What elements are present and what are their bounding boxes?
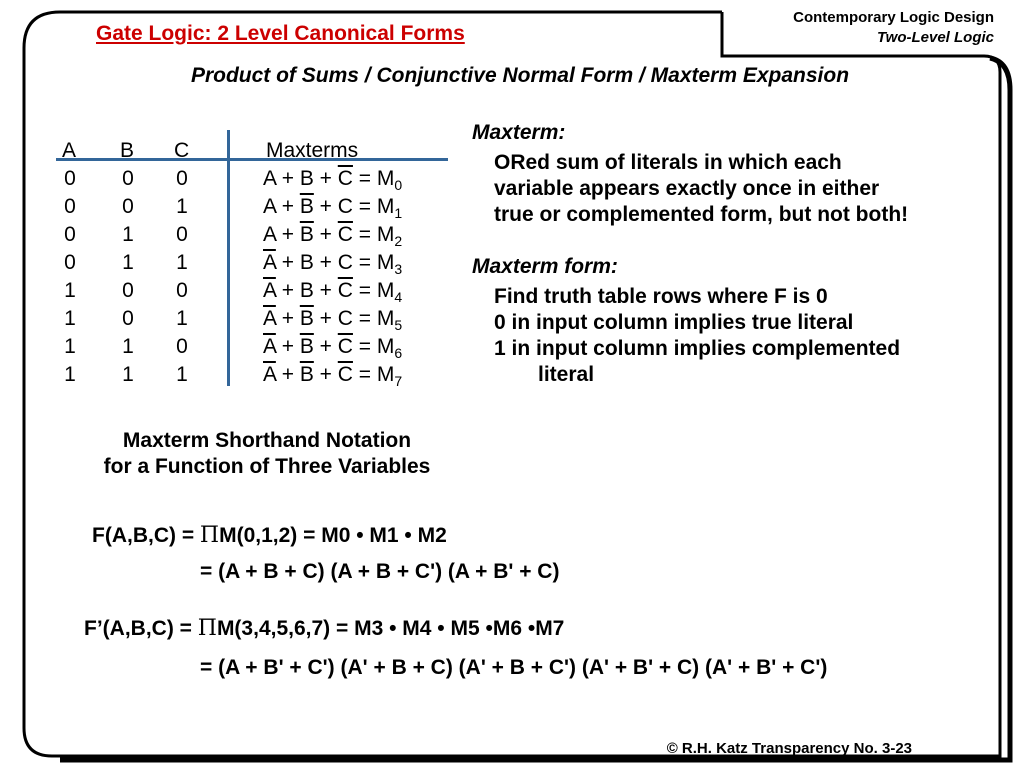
- cell-c: 1: [176, 251, 188, 274]
- rule-line: 0 in input column implies true literal: [494, 311, 854, 334]
- cell-c: 1: [176, 307, 188, 330]
- equation-f-complement: F’(A,B,C) = ΠM(3,4,5,6,7) = M3 • M4 • M5 •M6 •M7: [84, 616, 565, 641]
- cell-a: 0: [64, 195, 76, 218]
- cell-a: 1: [64, 307, 76, 330]
- slide-subtitle: Product of Sums / Conjunctive Normal Form / Maxterm Expansion: [190, 64, 850, 87]
- cell-b: 1: [122, 363, 134, 386]
- cell-b: 1: [122, 251, 134, 274]
- cell-a: 0: [64, 251, 76, 274]
- chapter-name: Two-Level Logic: [877, 29, 994, 46]
- rule-line: 1 in input column implies complemented: [494, 337, 901, 360]
- cell-b: 1: [122, 335, 134, 358]
- cell-a: 1: [64, 279, 76, 302]
- table-header-rule: [56, 158, 448, 161]
- rule-line: literal: [538, 363, 595, 386]
- footer-credit: © R.H. Katz Transparency No. 3-23: [666, 740, 912, 757]
- cell-c: 0: [176, 279, 188, 302]
- table-column-rule: [227, 130, 230, 386]
- definition-line: true or complemented form, but not both!: [494, 203, 909, 226]
- cell-b: 0: [122, 279, 134, 302]
- maxterm-expression: $\overline{A} + \overline{B} + C = M_5$: [263, 307, 403, 334]
- notation-caption: [60, 428, 474, 480]
- cell-c: 1: [176, 363, 188, 386]
- maxterm-expression: $\overline{A} + \overline{B} + \overline{C} = M_7$: [263, 363, 403, 390]
- definition-line: ORed sum of literals in which each: [494, 151, 842, 174]
- cell-b: 0: [122, 195, 134, 218]
- cell-c: 0: [176, 167, 188, 190]
- maxterm-expression: $A + \overline{B} + C = M_1$: [263, 195, 403, 222]
- cell-a: 0: [64, 167, 76, 190]
- maxterm-expression: $\overline{A} + B + C = M_3$: [263, 251, 403, 278]
- maxterm-expression: $A + \overline{B} + \overline{C} = M_2$: [263, 223, 403, 250]
- cell-a: 1: [64, 363, 76, 386]
- equation-f: F(A,B,C) = ΠM(0,1,2) = M0 • M1 • M2: [92, 523, 447, 548]
- cell-a: 0: [64, 223, 76, 246]
- cell-c: 1: [176, 195, 188, 218]
- maxterm-expression: $A + B + \overline{C} = M_0$: [263, 167, 403, 194]
- course-name: Contemporary Logic Design: [793, 9, 994, 26]
- header-b: B: [120, 139, 135, 162]
- maxterm-definition: [494, 150, 908, 228]
- cell-c: 0: [176, 223, 188, 246]
- definition-line: variable appears exactly once in either: [494, 177, 880, 200]
- cell-a: 1: [64, 335, 76, 358]
- notation-line: Maxterm Shorthand Notation: [122, 429, 412, 452]
- equation-f-expanded: = (A + B + C) (A + B + C') (A + B' + C): [200, 560, 560, 583]
- maxterm-form-rules: [494, 284, 900, 388]
- notation-line: for a Function of Three Variables: [103, 455, 431, 478]
- pi-symbol: Π: [197, 616, 217, 641]
- pi-symbol: Π: [199, 523, 220, 548]
- cell-b: 1: [122, 223, 134, 246]
- header-maxterms: Maxterms: [266, 139, 359, 162]
- cell-b: 0: [122, 167, 134, 190]
- header-c: C: [174, 139, 190, 162]
- course-label: [793, 8, 994, 48]
- maxterm-expression: $\overline{A} + B + \overline{C} = M_4$: [263, 279, 403, 306]
- header-a: A: [62, 139, 77, 162]
- cell-b: 0: [122, 307, 134, 330]
- slide-title: Gate Logic: 2 Level Canonical Forms: [96, 22, 465, 45]
- maxterm-heading: Maxterm:: [472, 121, 566, 144]
- equation-f-complement-expanded: = (A + B' + C') (A' + B + C) (A' + B + C') (A' + B' + C) (A' + B' + C'): [200, 656, 828, 679]
- rule-line: Find truth table rows where F is 0: [494, 285, 828, 308]
- maxterm-form-heading: Maxterm form:: [472, 255, 618, 278]
- maxterm-expression: $\overline{A} + \overline{B} + \overline{C} = M_6$: [263, 335, 403, 362]
- cell-c: 0: [176, 335, 188, 358]
